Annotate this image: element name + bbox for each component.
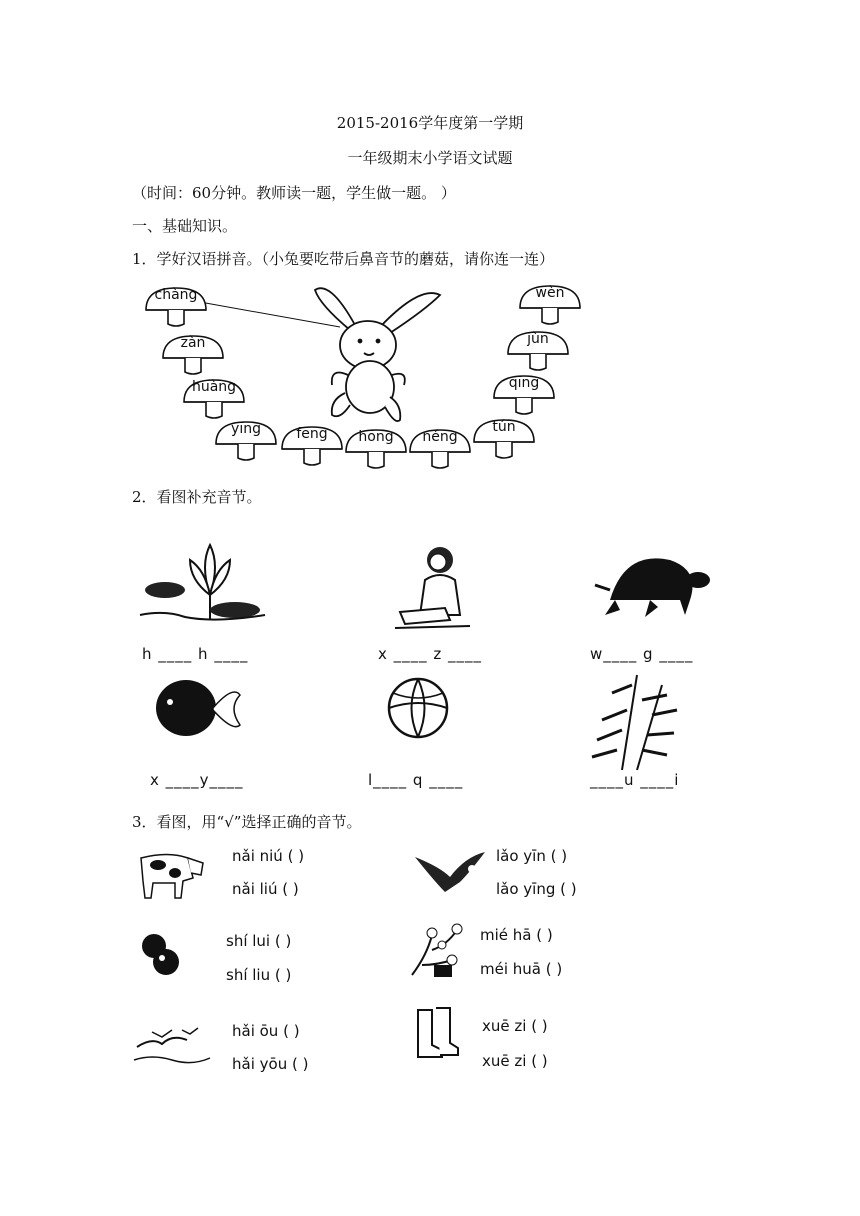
- page-subtitle: 一年级期末小学语文试题: [347, 149, 513, 167]
- question-1: 1．学好汉语拼音。（小兔要吃带后鼻音节的蘑菇，请你连一连）: [132, 250, 555, 268]
- blank-bamboo[interactable]: ____u ____i: [590, 771, 680, 789]
- option-laoYin[interactable]: lǎo yīn ( ): [496, 847, 568, 865]
- writing-child-icon: [390, 540, 480, 630]
- mushroom-label: tún: [492, 419, 516, 435]
- pomegranate-icon: [136, 928, 186, 978]
- option-meiHua[interactable]: méi huā ( ): [480, 960, 563, 978]
- mushroom-jun[interactable]: [504, 330, 572, 372]
- mushroom-label: jùn: [527, 331, 549, 347]
- blank-ball[interactable]: l____ q ____: [368, 771, 464, 789]
- option-xueZi-1[interactable]: xuē zi ( ): [482, 1017, 548, 1035]
- option-naiNiu[interactable]: nǎi niú ( ): [232, 847, 305, 865]
- ball-icon: [385, 673, 455, 743]
- option-haiYou[interactable]: hǎi yōu ( ): [232, 1055, 309, 1073]
- mushroom-zan[interactable]: [159, 334, 227, 376]
- mushroom-tun[interactable]: [470, 418, 538, 460]
- mushroom-ying[interactable]: [212, 420, 280, 462]
- page-title: 2015-2016学年度第一学期: [336, 114, 524, 132]
- question-3: 3．看图，用“√”选择正确的音节。: [132, 813, 362, 831]
- mushroom-chang[interactable]: [142, 286, 210, 328]
- blank-turtle[interactable]: w____ g ____: [590, 645, 694, 663]
- turtle-icon: [590, 545, 715, 625]
- option-laoYing[interactable]: lǎo yīng ( ): [496, 880, 577, 898]
- option-shiLiu[interactable]: shí liu ( ): [226, 966, 292, 984]
- exam-note: （时间：60分钟。教师读一题，学生做一题。 ）: [132, 184, 456, 202]
- lotus-icon: [135, 535, 275, 625]
- section-heading: 一、基础知识。: [132, 217, 238, 235]
- cow-icon: [133, 843, 208, 903]
- eagle-icon: [410, 847, 490, 897]
- mushroom-huang[interactable]: [180, 378, 248, 420]
- mushroom-label: qīng: [508, 375, 540, 391]
- option-naiLiu[interactable]: nǎi liú ( ): [232, 880, 299, 898]
- option-haiOu[interactable]: hǎi ōu ( ): [232, 1022, 300, 1040]
- plum-blossom-icon: [402, 915, 467, 980]
- option-xueZi-2[interactable]: xuē zi ( ): [482, 1052, 548, 1070]
- goldfish-icon: [148, 670, 248, 750]
- bamboo-icon: [582, 665, 692, 775]
- mushroom-neng[interactable]: [406, 428, 474, 470]
- blank-lotus[interactable]: h ____ h ____: [142, 645, 249, 663]
- mushroom-feng[interactable]: [278, 425, 346, 467]
- boots-icon: [410, 1005, 460, 1060]
- question-2: 2．看图补充音节。: [132, 488, 262, 506]
- seagull-icon: [132, 1022, 212, 1067]
- mushroom-hong[interactable]: [342, 428, 410, 470]
- blank-writing[interactable]: x ____ z ____: [378, 645, 483, 663]
- mushroom-label: chàng: [154, 287, 198, 303]
- mushroom-label: hōng: [358, 429, 394, 445]
- option-mieHa[interactable]: mié hā ( ): [480, 926, 553, 944]
- option-shiLui[interactable]: shí lui ( ): [226, 932, 292, 950]
- blank-goldfish[interactable]: x ____y____: [150, 771, 244, 789]
- mushroom-label: yīng: [231, 421, 261, 437]
- mushroom-label: fēng: [296, 426, 328, 442]
- mushroom-qing[interactable]: [490, 374, 558, 416]
- rabbit-icon: [315, 288, 440, 421]
- mushroom-wen[interactable]: [516, 284, 584, 326]
- mushroom-label: zàn: [180, 335, 206, 351]
- mushroom-label: wèn: [535, 285, 565, 301]
- mushroom-label: néng: [422, 429, 458, 445]
- mushroom-label: huàng: [191, 379, 237, 395]
